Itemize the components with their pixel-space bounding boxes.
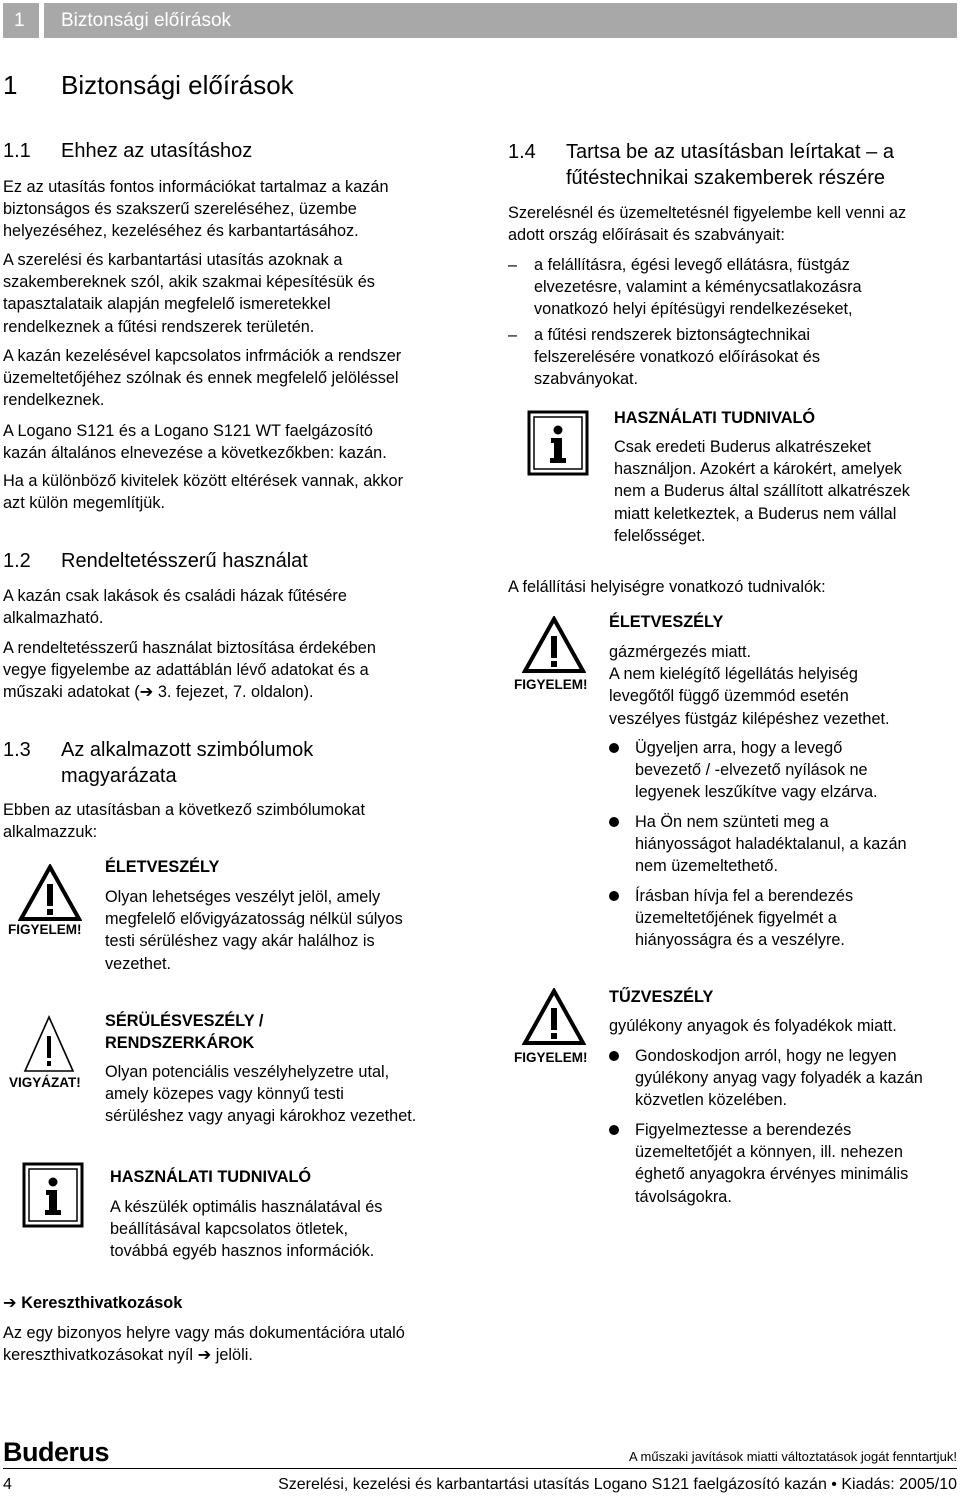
- note-title: HASZNÁLATI TUDNIVALÓ: [614, 409, 816, 427]
- bullet-icon: [609, 743, 619, 753]
- danger-signal-word: FIGYELEM!: [514, 1050, 588, 1065]
- danger-signal-word: FIGYELEM!: [8, 922, 82, 937]
- caution-signal-word: VIGYÁZAT!: [9, 1075, 81, 1090]
- section-1-4-title: Tartsa be az utasításban leírtakat – a fűtéstechnikai szakemberek részére: [566, 141, 894, 189]
- warning-triangle-icon: [522, 988, 586, 1046]
- danger-title: ÉLETVESZÉLY: [105, 858, 220, 876]
- section-1-3-number: 1.3: [3, 739, 31, 761]
- section-1-2-title: Rendeltetésszerű használat: [61, 550, 308, 572]
- chapter-title: Biztonsági előírások: [61, 70, 294, 100]
- bullet-icon: [609, 817, 619, 827]
- danger-title: TŰZVESZÉLY: [609, 988, 714, 1006]
- header-chapter-number: 1: [3, 3, 39, 38]
- note-title: HASZNÁLATI TUDNIVALÓ: [110, 1168, 312, 1186]
- section-1-1-paragraph-1: Ez az utasítás fontos információkat tartalmaz a kazán biztonságos és szakszerű szereléséhez, üzembe helyezéséhez, kezeléséhez és karbantartásához.: [3, 178, 389, 241]
- section-1-1-paragraph-2: A szerelési és karbantartási utasítás azoknak a szakembereknek szól, akik szakmai képesítésük és tapasztalataik alapján megfelelő ismeretekkel rendelkeznek a fűtési rendszerek területén.: [3, 251, 375, 336]
- header-chapter-title: Biztonsági előírások: [44, 3, 957, 38]
- caution-triangle-icon: [22, 1014, 76, 1074]
- footer-divider: [3, 1468, 957, 1469]
- brand-logo: Buderus: [3, 1437, 110, 1467]
- section-1-2-number: 1.2: [3, 550, 31, 572]
- bullet-list-item: Írásban hívja fel a berendezés üzemeltetőjének figyelmét a hiányosságra és a veszélyre.: [609, 885, 954, 952]
- bullet-list-item: Figyelmeztesse a berendezés üzemeltetőjét a könnyen, ill. nehezen éghető anyagokra érvényes minimális távolságokra.: [609, 1119, 957, 1208]
- note-description: Csak eredeti Buderus alkatrészeket használjon. Azokért a károkért, amelyek nem a Buderus által szállított alkatrészek miatt keletkeztek, a Buderus nem vállal felelősséget.: [614, 438, 910, 545]
- section-1-1-paragraph-5: Ha a különböző kivitelek között eltérések vannak, akkor azt külön megemlítjük.: [3, 472, 404, 513]
- room-requirements-intro: A felállítási helyiségre vonatkozó tudnivalók:: [508, 578, 826, 596]
- danger-signal-word: FIGYELEM!: [514, 677, 588, 692]
- bullet-icon: [609, 891, 619, 901]
- crossref-description: Az egy bizonyos helyre vagy más dokumentációra utaló kereszthivatkozásokat nyíl ➔ jelöli.: [3, 1324, 405, 1365]
- caution-description: Olyan potenciális veszélyhelyzetre utal, amely közepes vagy könnyű testi sérüléshez vagy anyagi károkhoz vezethet.: [105, 1063, 417, 1126]
- bullet-list-item: Ha Ön nem szünteti meg a hiányosságot haladéktalanul, a kazán nem üzemeltethető.: [609, 811, 954, 878]
- page-number: 4: [3, 1476, 12, 1493]
- arrow-right-icon: ➔: [139, 683, 154, 702]
- section-1-1-paragraph-4: A Logano S121 és a Logano S121 WT faelgázosító kazán általános elnevezése a következőkben: kazán.: [3, 422, 387, 463]
- dash-list-item-1: – a felállításra, égési levegő ellátásra, füstgáz elvezetésre, valamint a kéménycsatlakozásra vonatkozó helyi építésügyi rendelkezéseket,: [508, 256, 862, 319]
- caution-title: SÉRÜLÉSVESZÉLY / RENDSZERKÁROK: [105, 1012, 264, 1053]
- arrow-right-icon: ➔: [3, 1294, 17, 1312]
- chapter-number: 1: [3, 70, 18, 100]
- bullet-icon: [609, 1051, 619, 1061]
- footer-rights-notice: A műszaki javítások miatti változtatások jogát fenntartjuk!: [628, 1449, 957, 1464]
- danger-title: ÉLETVESZÉLY: [609, 613, 724, 631]
- danger-description: gázmérgezés miatt. A nem kielégítő légellátás helyiség levegőtől függő üzemmód esetén veszélyes füstgáz kilépéshez vezethet.: [609, 643, 890, 728]
- bullet-icon: [609, 1125, 619, 1135]
- document-reference: Szerelési, kezelési és karbantartási utasítás Logano S121 faelgázosító kazán • Kiadás: 2005/10: [278, 1476, 957, 1493]
- warning-triangle-icon: [522, 616, 586, 674]
- bullet-list-item: Ügyeljen arra, hogy a levegő bevezető / -elvezető nyílások ne legyenek leszűkítve vagy elzárva.: [609, 737, 954, 804]
- section-1-3-title: Az alkalmazott szimbólumok magyarázata: [61, 739, 314, 787]
- section-1-3-intro: Ebben az utasításban a következő szimbólumokat alkalmazzuk:: [3, 801, 366, 842]
- section-1-4-number: 1.4: [508, 141, 536, 163]
- dash-list-item-2: – a fűtési rendszerek biztonságtechnikai felszerelésére vonatkozó előírásokat és szabványokat.: [508, 326, 820, 389]
- warning-triangle-icon: [18, 864, 82, 922]
- danger-description: gyúlékony anyagok és folyadékok miatt.: [609, 1017, 897, 1035]
- arrow-right-icon: ➔: [197, 1346, 212, 1365]
- note-description: A készülék optimális használatával és beállításával kapcsolatos ötletek, továbbá egyéb hasznos információk.: [110, 1198, 383, 1261]
- bullet-list-item: Gondoskodjon arról, hogy ne legyen gyúlékony anyag vagy folyadék a kazán közvetlen közelében.: [609, 1045, 957, 1112]
- section-1-1-title: Ehhez az utasításhoz: [61, 140, 253, 162]
- section-1-2-paragraph-2: A rendeltetésszerű használat biztosítása érdekében vegye figyelembe az adattáblán lévő adatokat és a műszaki adatokat (➔ 3. fejezet, 7. oldalon).: [3, 639, 376, 702]
- info-icon: [527, 410, 589, 476]
- section-1-2-paragraph-1: A kazán csak lakások és családi házak fűtésére alkalmazható.: [3, 587, 347, 628]
- section-1-1-paragraph-3: A kazán kezelésével kapcsolatos infrmációk a rendszer üzemeltetőjéhez szólnak és ennek megfelelő jelöléssel rendelkeznek.: [3, 347, 402, 410]
- section-1-1-number: 1.1: [3, 140, 31, 162]
- crossref-heading: ➔ Kereszthivatkozások: [3, 1294, 183, 1312]
- section-1-4-intro: Szerelésnél és üzemeltetésnél figyelembe kell venni az adott ország előírásait és szabványait:: [508, 204, 907, 245]
- danger-description: Olyan lehetséges veszélyt jelöl, amely megfelelő elővigyázatosság nélkül súlyos testi sérüléshez vagy akár halálhoz is vezethet.: [105, 888, 403, 973]
- info-icon: [22, 1162, 84, 1228]
